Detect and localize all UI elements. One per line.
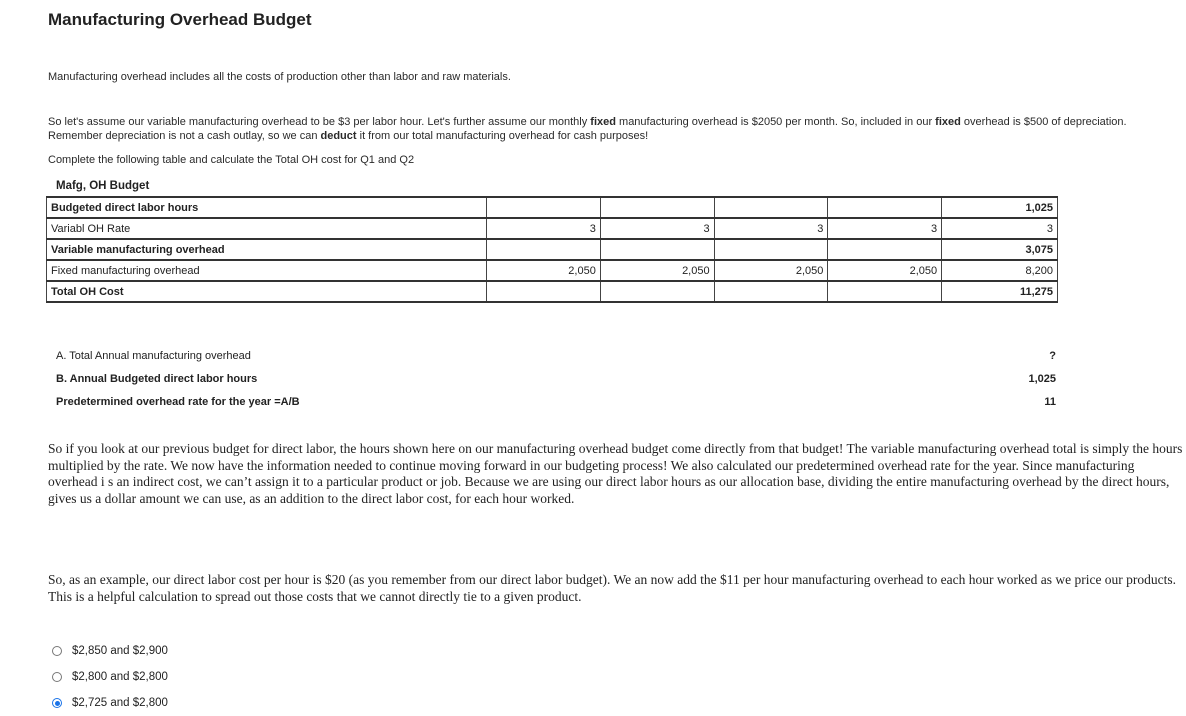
summary-value: 11 — [1044, 396, 1056, 408]
q4-cell[interactable] — [828, 239, 942, 260]
option-label[interactable]: $2,850 and $2,900 — [72, 645, 168, 657]
q1-cell[interactable] — [487, 239, 601, 260]
summary-label: B. Annual Budgeted direct labor hours — [56, 373, 258, 385]
q2-cell[interactable] — [600, 239, 714, 260]
summary-row-annual-labor-hours — [56, 373, 1056, 396]
summary-row-predetermined-rate — [56, 396, 1056, 419]
q2-cell[interactable] — [600, 281, 714, 302]
q1-cell: 3 — [487, 218, 601, 239]
row-label: Variabl OH Rate — [47, 218, 487, 239]
radio-button-selected[interactable] — [52, 698, 62, 708]
q2-cell: 3 — [600, 218, 714, 239]
q1-cell[interactable] — [487, 197, 601, 218]
radio-button[interactable] — [52, 672, 62, 682]
instruction-text: Complete the following table and calculate the Total OH cost for Q1 and Q2 — [48, 154, 415, 166]
q4-cell: 3 — [828, 218, 942, 239]
assumption-text: So let's assume our variable manufacturing overhead to be $3 per labor hour. Let's further assume our monthly fixed manufacturing overhead is $2050 per month. So, included in our fixed overhead is $500 of depreciation. Remember depreciation is not a cash outlay, so we can deduct it from our total manufacturing overhead for cash purposes! — [48, 116, 1127, 142]
summary-label: Predetermined overhead rate for the year =A/B — [56, 396, 300, 408]
table-caption: Mafg, OH Budget — [56, 180, 150, 192]
summary-label: A. Total Annual manufacturing overhead — [56, 350, 251, 362]
rate-summary — [56, 350, 1056, 419]
explanation-paragraph: So if you look at our previous budget for direct labor, the hours shown here on our manufacturing overhead budget come directly from that budget! The variable manufacturing overhead total is simply the hours multiplied by the rate. We now have the information needed to continue moving forward in our budgeting process! We also calculated our predetermined overhead rate for the year. Since manufacturing overhead i s an indirect cost, we can’t assign it to a particular product or job. Because we are using our direct labor hours as our allocation base, dividing the entire manufacturing overhead by the direct hours, gives us a dollar amount we can use, as an addition to the direct labor cost, for each hour worked. — [48, 441, 1183, 506]
page-title: Manufacturing Overhead Budget — [48, 10, 312, 29]
q4-cell[interactable] — [828, 281, 942, 302]
answer-option[interactable] — [52, 638, 168, 664]
answer-option[interactable] — [52, 664, 168, 690]
summary-value: ? — [1049, 350, 1056, 362]
table-row-variable-overhead — [47, 239, 1058, 260]
q3-cell: 3 — [714, 218, 828, 239]
row-label: Total OH Cost — [47, 281, 487, 302]
intro-text: Manufacturing overhead includes all the costs of production other than labor and raw materials. — [48, 71, 511, 83]
q2-cell: 2,050 — [600, 260, 714, 281]
option-label[interactable]: $2,800 and $2,800 — [72, 671, 168, 683]
q2-cell[interactable] — [600, 197, 714, 218]
total-cell: 3 — [942, 218, 1058, 239]
row-label: Fixed manufacturing overhead — [47, 260, 487, 281]
total-cell: 1,025 — [942, 197, 1058, 218]
q1-cell[interactable] — [487, 281, 601, 302]
total-cell: 8,200 — [942, 260, 1058, 281]
overhead-budget-table — [46, 196, 1058, 303]
table-row-fixed-overhead — [47, 260, 1058, 281]
example-paragraph: So, as an example, our direct labor cost per hour is $20 (as you remember from our direct labor budget). We an now add the $11 per hour manufacturing overhead to each hour worked as we price our products. This is a helpful calculation to spread out those costs that we cannot directly tie to a given product. — [48, 572, 1177, 604]
table-row-variable-oh-rate — [47, 218, 1058, 239]
summary-value: 1,025 — [1028, 373, 1056, 385]
answer-options — [52, 638, 168, 716]
row-label: Budgeted direct labor hours — [47, 197, 487, 218]
table-row-total-oh-cost — [47, 281, 1058, 302]
total-cell: 11,275 — [942, 281, 1058, 302]
q4-cell: 2,050 — [828, 260, 942, 281]
row-label: Variable manufacturing overhead — [47, 239, 487, 260]
total-cell: 3,075 — [942, 239, 1058, 260]
table-row-direct-labor-hours — [47, 197, 1058, 218]
summary-row-total-annual-overhead — [56, 350, 1056, 373]
radio-button[interactable] — [52, 646, 62, 656]
q4-cell[interactable] — [828, 197, 942, 218]
q3-cell[interactable] — [714, 239, 828, 260]
q3-cell[interactable] — [714, 281, 828, 302]
answer-option[interactable] — [52, 690, 168, 716]
q3-cell: 2,050 — [714, 260, 828, 281]
q1-cell: 2,050 — [487, 260, 601, 281]
q3-cell[interactable] — [714, 197, 828, 218]
option-label[interactable]: $2,725 and $2,800 — [72, 697, 168, 709]
